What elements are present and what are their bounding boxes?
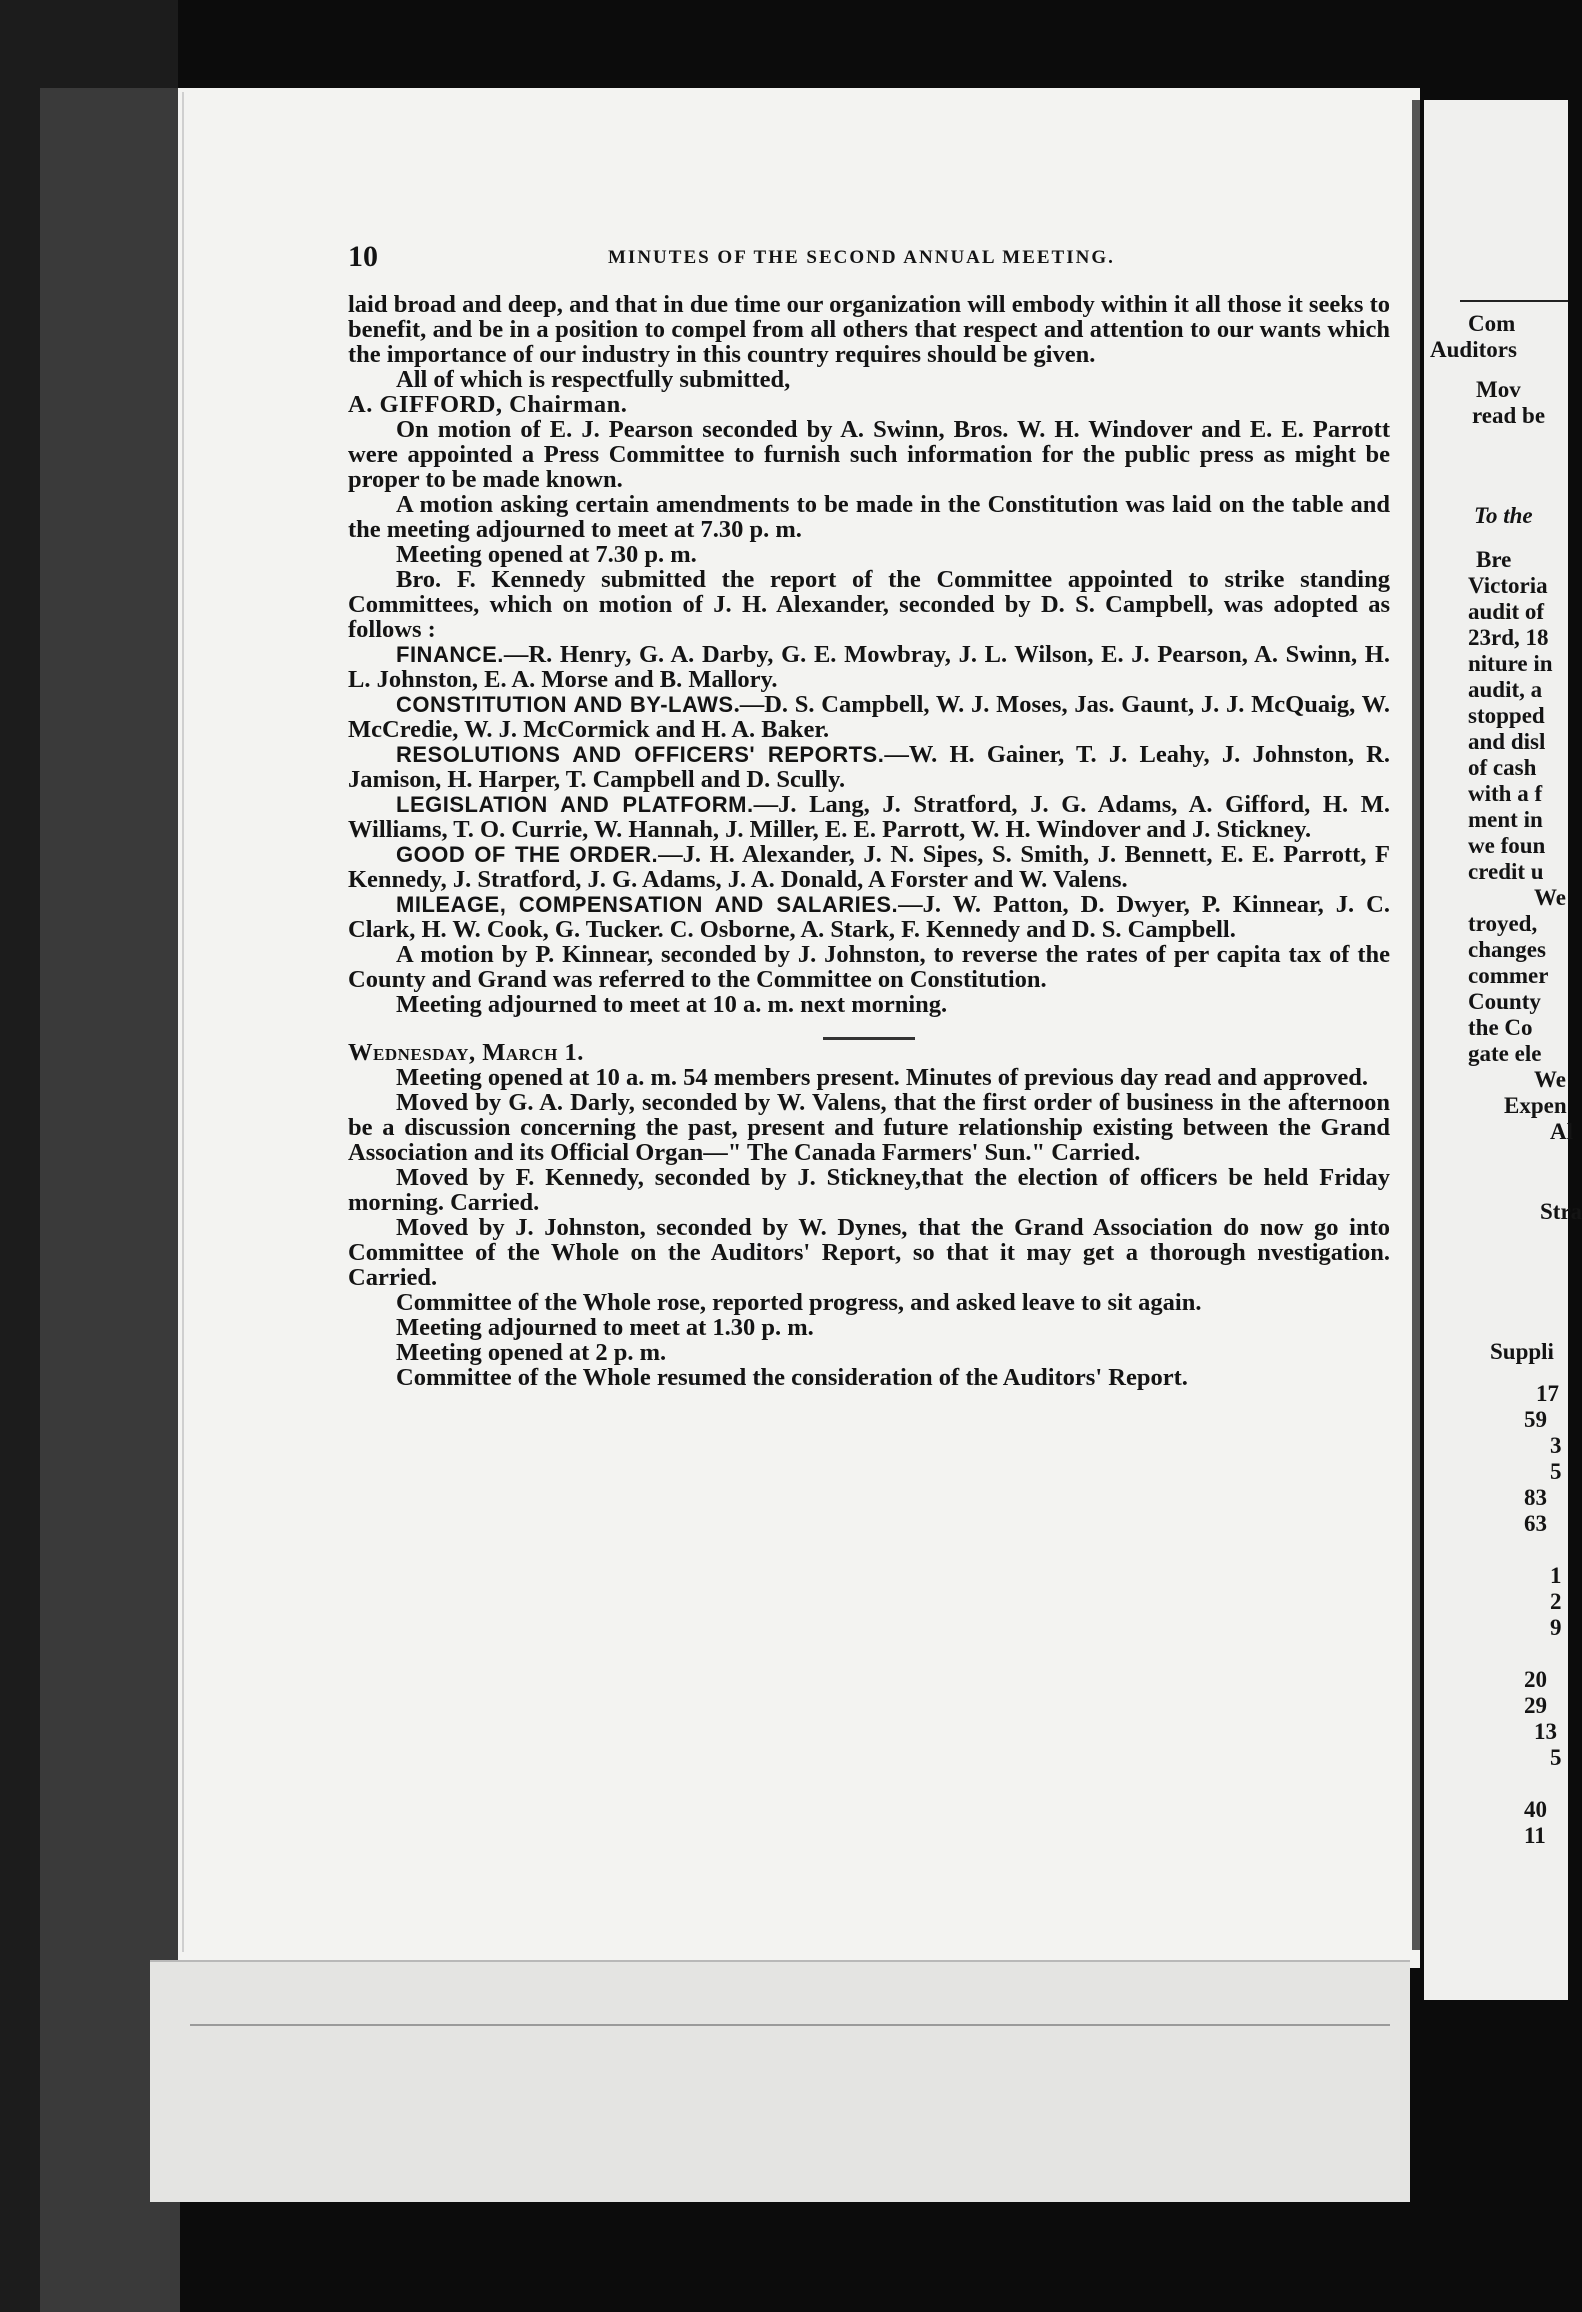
committee-name: MILEAGE, COMPENSATION AND SALARIES.	[396, 892, 899, 917]
report-tail-paragraph: laid broad and deep, and that in due time our organization will embody within it all those it seeks to benefit, and be in a position to compel from all others that respect and attention to our wants which the importance of our industry in this country requires should be given.	[348, 291, 1390, 368]
meeting-opened-evening: Meeting opened at 7.30 p. m.	[396, 541, 697, 568]
adjacent-page-rule	[1460, 300, 1568, 302]
committee-entry	[348, 792, 1390, 842]
adjacent-page	[1424, 100, 1582, 2000]
wednesday-item: Meeting opened at 2 p. m.	[396, 1339, 667, 1366]
adjacent-page-fragment: Suppli	[1490, 1339, 1554, 1364]
adjacent-page-fragment: Stra	[1540, 1199, 1582, 1224]
adjacent-page-fragment: we foun	[1468, 833, 1546, 858]
adjacent-page-fragment: troyed,	[1468, 911, 1538, 936]
adjacent-page-fragment: ment in	[1468, 807, 1543, 832]
adjacent-page-fragment: and disl	[1468, 729, 1546, 754]
adjacent-page-fragment: audit of	[1468, 599, 1545, 624]
committee-entry	[348, 642, 1390, 692]
wednesday-item: Moved by J. Johnston, seconded by W. Dynes, that the Grand Association do now go into Committee of the Whole on the Auditors' Report, so that it may get a thorough nvestigation. Carried.	[348, 1214, 1390, 1291]
adjacent-page-fragment: Mov	[1476, 377, 1521, 402]
adjacent-page-fragment: stopped	[1468, 703, 1545, 728]
committee-members: —R. Henry, G. A. Darby, G. E. Mowbray, J. L. Wilson, E. J. Pearson, A. Swinn, H. L. Johnston, E. A. Morse and B. Mallory.	[348, 641, 1390, 693]
adjacent-page-fragment: Expen	[1504, 1093, 1567, 1118]
page-edge	[182, 92, 184, 1952]
wednesday-item: Meeting opened at 10 a. m. 54 members present. Minutes of previous day read and approved.	[396, 1064, 1369, 1091]
adjacent-page-fragment: To the	[1474, 503, 1533, 528]
committee-name: GOOD OF THE ORDER.	[396, 842, 659, 867]
wednesday-item: Moved by F. Kennedy, seconded by J. Stickney,that the election of officers be held Friday morning. Carried.	[348, 1164, 1390, 1216]
wednesday-item: Committee of the Whole resumed the consideration of the Auditors' Report.	[396, 1364, 1188, 1391]
adjacent-page-fragment: changes	[1468, 937, 1546, 962]
adjacent-page-fragment: Com	[1468, 311, 1516, 336]
standing-committees-report: Bro. F. Kennedy submitted the report of the Committee appointed to strike standing Committees, which on motion of J. H. Alexander, seconded by D. S. Campbell, was adopted as follows :	[348, 566, 1390, 643]
adjacent-page-fragment: 5	[1550, 1459, 1562, 1484]
adjacent-page-fragment: 29	[1524, 1693, 1547, 1718]
committee-entry	[348, 842, 1390, 892]
adjacent-page-fragment: commer	[1468, 963, 1549, 988]
committee-entry	[348, 742, 1390, 792]
adjacent-page-fragment: 9	[1550, 1615, 1562, 1640]
press-committee-motion: On motion of E. J. Pearson seconded by A. Swinn, Bros. W. H. Windover and E. E. Parrott were appointed a Press Committee to furnish such information for the public press as might be proper to be made known.	[348, 416, 1390, 493]
adjacent-page-fragment: Bre	[1476, 547, 1512, 572]
signature: A. GIFFORD, Chairman.	[348, 391, 628, 418]
adjacent-page-fragment: 23rd, 18	[1468, 625, 1549, 650]
adjacent-page-fragment: 2	[1550, 1589, 1562, 1614]
evening-adjourned: Meeting adjourned to meet at 10 a. m. next morning.	[396, 991, 948, 1018]
wednesday-item: Meeting adjourned to meet at 1.30 p. m.	[396, 1314, 814, 1341]
constitution-motion: A motion asking certain amendments to be made in the Constitution was laid on the table and the meeting adjourned to meet at 7.30 p. m.	[348, 491, 1390, 543]
adjacent-page-fragment: We	[1534, 1067, 1566, 1092]
committee-name: CONSTITUTION AND BY-LAWS	[396, 692, 734, 717]
adjacent-page-fragment: 59	[1524, 1407, 1547, 1432]
wednesday-item: Moved by G. A. Darly, seconded by W. Valens, that the first order of business in the afternoon be a discussion concerning the past, present and future relationship existing between the Grand Association and its Official Organ—" The Canada Farmers' Sun." Carried.	[348, 1089, 1390, 1166]
adjacent-page-fragment: of cash	[1468, 755, 1537, 780]
book-spine	[1412, 100, 1420, 1950]
day-heading: Wednesday, March 1.	[348, 1039, 584, 1066]
committee-entry	[348, 692, 1390, 742]
adjacent-page-fragment: 63	[1524, 1511, 1547, 1536]
page-bottom-margin	[150, 1960, 1410, 2202]
adjacent-page-fragment: with a f	[1468, 781, 1543, 806]
adjacent-page-fragment: read be	[1472, 403, 1546, 428]
committee-members: —W. H. Gainer, T. J. Leahy, J. Johnston, R. Jamison, H. Harper, T. Campbell and D. Scully.	[348, 741, 1390, 793]
adjacent-page-fragment: County	[1468, 989, 1541, 1014]
wednesday-item: Committee of the Whole rose, reported progress, and asked leave to sit again.	[396, 1289, 1202, 1316]
adjacent-page-fragment: credit u	[1468, 859, 1544, 884]
page-bottom-edge	[190, 2024, 1390, 2026]
adjacent-page-fragment: niture in	[1468, 651, 1553, 676]
adjacent-page-fragment: Victoria	[1468, 573, 1548, 598]
report-closing: All of which is respectfully submitted,	[396, 366, 791, 393]
adjacent-page-fragment: audit, a	[1468, 677, 1543, 702]
adjacent-page-fragment: 3	[1550, 1433, 1562, 1458]
committee-members: .—D. S. Campbell, W. J. Moses, Jas. Gaunt, J. J. McQuaig, W. McCredie, W. J. McCormick and H. A. Baker.	[348, 691, 1390, 743]
adjacent-page-fragment: Al	[1550, 1119, 1573, 1144]
adjacent-page-fragment: 11	[1524, 1823, 1546, 1848]
adjacent-page-fragment: 20	[1524, 1667, 1547, 1692]
committee-members: —J. H. Alexander, J. N. Sipes, S. Smith, J. Bennett, E. E. Parrott, F Kennedy, J. Stratford, J. G. Adams, J. A. Donald, A Forster and W. Valens.	[348, 841, 1390, 893]
committee-members: —J. Lang, J. Stratford, J. G. Adams, A. Gifford, H. M. Williams, T. O. Currie, W. Hannah, J. Miller, E. E. Parrott, W. H. Windover and J. Stickney.	[348, 791, 1390, 843]
adjacent-page-fragment: 17	[1536, 1381, 1559, 1406]
adjacent-page-fragment: 5	[1550, 1745, 1562, 1770]
adjacent-page-fragment: Auditors	[1430, 337, 1517, 362]
committee-name: FINANCE.	[396, 642, 504, 667]
body-text	[348, 292, 1390, 1390]
adjacent-page-fragment: gate ele	[1468, 1041, 1542, 1066]
committee-name: LEGISLATION AND PLATFORM.	[396, 792, 754, 817]
adjacent-page-fragment: 13	[1534, 1719, 1557, 1744]
committee-name: RESOLUTIONS AND OFFICERS' REPORTS.	[396, 742, 885, 767]
adjacent-page-fragment: the Co	[1468, 1015, 1533, 1040]
adjacent-page-fragment: 1	[1550, 1563, 1562, 1588]
adjacent-page-fragment: 40	[1524, 1797, 1547, 1822]
page-content	[348, 240, 1390, 1390]
committee-entry	[348, 892, 1390, 942]
page-header	[348, 240, 1390, 280]
committee-members: —J. W. Patton, D. Dwyer, P. Kinnear, J. C. Clark, H. W. Cook, G. Tucker. C. Osborne, A. Stark, F. Kennedy and D. S. Campbell.	[348, 891, 1390, 943]
adjacent-page-fragment: We	[1534, 885, 1566, 910]
per-capita-motion: A motion by P. Kinnear, seconded by J. Johnston, to reverse the rates of per capita tax of the County and Grand was referred to the Committee on Constitution.	[348, 941, 1390, 993]
page-number: 10	[348, 240, 378, 273]
adjacent-page-fragment: 83	[1524, 1485, 1547, 1510]
running-head: MINUTES OF THE SECOND ANNUAL MEETING.	[608, 247, 1115, 268]
